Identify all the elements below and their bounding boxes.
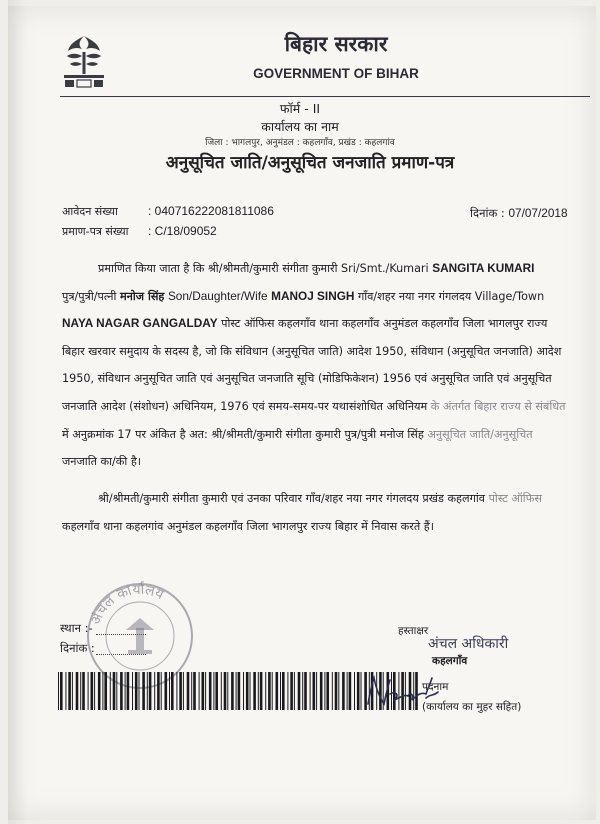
certificate-title: अनुसूचित जाति/अनुसूचित जनजाति प्रमाण-पत्र [165, 153, 455, 173]
form-number: फॉर्म - II [279, 101, 321, 116]
paper-fold-shadow [8, 0, 26, 824]
government-title-english: GOVERNMENT OF BIHAR [253, 66, 419, 81]
seal-text: अंचल कार्यालय [87, 581, 167, 627]
officer-place: कहलगाँव [432, 655, 468, 667]
officer-signature-icon [362, 664, 442, 714]
office-name: कार्यालय का नाम [261, 119, 339, 134]
officer-designation: अंचल अधिकारी [428, 636, 509, 652]
application-number-label: आवेदन संख्या [62, 205, 118, 218]
bihar-emblem-icon [62, 34, 106, 88]
body-line-5: 1950, संविधान अनुसूचित जाति एवं अनुसूचित जनजाति सूचि (मोडिफिकेशन) 1956 एवं अनुसूचित जाति एवं अनुसूचित [62, 372, 552, 386]
parent-name-english: MANOJ SINGH [271, 288, 355, 303]
svg-text:अंचल कार्यालय [88, 581, 167, 627]
applicant-name-english: SANGITA KUMARI [432, 261, 535, 275]
body-line-2: पुत्र/पुत्री/पत्नी मनोज सिंह Son/Daughter/Wife MANOJ SINGH गाँव/शहर नया नगर गंगलदय Village/Town [62, 288, 545, 303]
body-line-1: प्रमाणित किया जाता है कि श्री/श्रीमती/कुमारी संगीता कुमारी Sri/Smt./Kumari SANGITA KUMARI [98, 261, 535, 275]
village-name-english: NAYA NAGAR GANGALDAY [62, 316, 218, 331]
parent-name-hindi: मनोज सिंह [119, 289, 165, 303]
issue-date-value: 07/07/2018 [508, 206, 568, 220]
signature-label: हस्ताक्षर [398, 625, 429, 637]
body-line-7: में अनुक्रमांक 17 पर अंकित है अत: श्री/श्रीमती/कुमारी संगीता कुमारी पुत्र/पुत्री मनोज सिंह अनुसूचित जाति/अनुसूचित [62, 427, 533, 441]
footer-date-label: दिनांक : [60, 641, 95, 655]
certificate-number-label: प्रमाण-पत्र संख्या [62, 225, 129, 238]
issue-date-label: दिनांक : [470, 206, 505, 220]
place-label: स्थान :- [60, 621, 93, 635]
certificate-body-paragraph [62, 255, 592, 476]
residence-line-1: श्री/श्रीमती/कुमारी संगीता कुमारी एवं उनका परिवार गाँव/शहर नया नगर गंगलदय प्रखंड कहलगांव पोस्ट ऑफिस [98, 492, 542, 505]
government-title-hindi: बिहार सरकार [284, 32, 388, 56]
issue-date [470, 206, 568, 221]
certificate-number-value: : C/18/09052 [148, 224, 217, 238]
residence-paragraph [62, 485, 592, 540]
designation-label: पदनाम [422, 681, 449, 693]
body-line-3: NAYA NAGAR GANGALDAY पोस्ट ऑफिस कहलगाँव थाना कहलगाँव अनुमंडल कहलगाँव जिला भागलपुर राज्य [62, 316, 548, 331]
header-divider [60, 96, 590, 97]
body-line-4: बिहार खरवार समुदाय के सदस्य है, जो कि संविधान (अनुसूचित जाति) आदेश 1950, संविधान (अनुसूचित जनजाति) आदेश [62, 344, 562, 358]
body-line-8: जनजाति का/की है। [62, 455, 142, 469]
location-line: जिला : भागलपुर, अनुमंडल : कहलगाँव, प्रखंड : कहलगांव [205, 138, 395, 148]
seal-label: (कार्यालय का मुहर सहित) [422, 701, 522, 713]
application-number-value: : 040716222081811086 [148, 204, 274, 218]
residence-line-2: कहलगाँव थाना कहलगांव अनुमंडल कहलगाँव जिला भागलपुर राज्य बिहार में निवास करते हैं। [62, 519, 434, 533]
body-line-6: जनजाति आदेश (संशोधन) अधिनियम, 1976 एवं समय-समय-पर यथासंशोधित अधिनियम के अंतर्गत बिहार राज्य से संबंधित [62, 399, 566, 413]
